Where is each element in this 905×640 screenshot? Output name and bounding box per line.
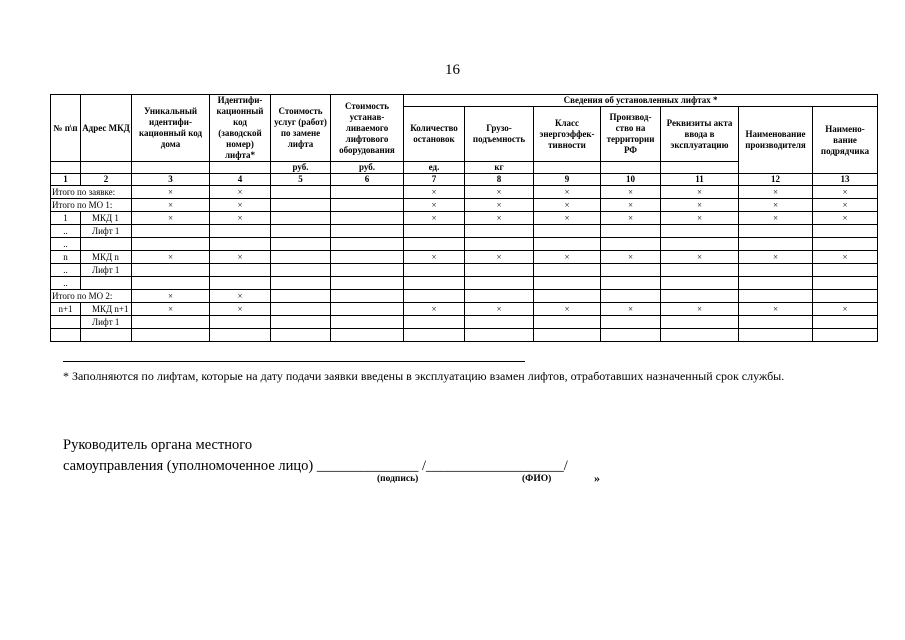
signatory-line: самоуправления (уполномоченное лицо) ______________ /___________________/: [63, 458, 568, 474]
table-cell-span: Итого по заявке:: [51, 186, 132, 199]
table-cell-c9: [534, 225, 601, 238]
table-cell-c9: [534, 329, 601, 342]
table-cell-c1: ..: [51, 264, 81, 277]
table-cell-c7: ×: [404, 186, 465, 199]
table-cell-c4: [210, 264, 271, 277]
table-cell-c2: МКД n+1: [81, 303, 132, 316]
table-cell-c11: [661, 316, 739, 329]
table-cell-c5: [271, 264, 331, 277]
table-cell-c5: [271, 186, 331, 199]
table-cell-c2: МКД n: [81, 251, 132, 264]
table-cell-c8: ×: [465, 251, 534, 264]
table-cell-c4: [210, 277, 271, 290]
table-cell-c10: ×: [601, 303, 661, 316]
table-cell-c10: ×: [601, 186, 661, 199]
table-cell-c4: [210, 225, 271, 238]
table-cell-c1: 1: [51, 212, 81, 225]
column-number: 7: [404, 174, 465, 186]
header-manufacturer: Наименование производителя: [739, 107, 813, 174]
table-cell-c12: ×: [739, 251, 813, 264]
header-production: Производ-ство на территории РФ: [601, 107, 661, 162]
column-number: 2: [81, 174, 132, 186]
table-cell-c5: [271, 225, 331, 238]
header-house-id: Уникальный идентифи-кационный код дома: [132, 95, 210, 162]
table-cell-c2: [81, 277, 132, 290]
header-energy-class: Класс энергоэффек-тивности: [534, 107, 601, 162]
table-cell-c11: ×: [661, 186, 739, 199]
table-cell-c1: n+1: [51, 303, 81, 316]
table-cell-c5: [271, 251, 331, 264]
table-cell-c13: ×: [813, 186, 878, 199]
table-cell-c6: [331, 186, 404, 199]
table-body: [51, 186, 878, 342]
table-cell-c9: [534, 238, 601, 251]
table-cell-c8: [465, 225, 534, 238]
table-cell-c7: [404, 238, 465, 251]
signatory-title: Руководитель органа местного: [63, 437, 253, 453]
table-cell-c3: ×: [132, 212, 210, 225]
column-number: 5: [271, 174, 331, 186]
column-number: 10: [601, 174, 661, 186]
table-cell-c13: ×: [813, 212, 878, 225]
header-installed-lifts-group: Сведения об установленных лифтах *: [404, 95, 878, 107]
table-cell-c8: [465, 316, 534, 329]
table-cell-c4: [210, 316, 271, 329]
table-cell-c13: [813, 316, 878, 329]
table-cell-span: Итого по МО 2:: [51, 290, 132, 303]
header-contractor: Наимено-вание подрядчика: [813, 107, 878, 174]
header-equipment-cost: Стоимость устанав-ливаемого лифтового оборудования: [331, 95, 404, 162]
header-number: № п\п: [51, 95, 81, 162]
table-cell-c12: ×: [739, 186, 813, 199]
table-cell-c12: ×: [739, 212, 813, 225]
unit-rub: руб.: [271, 162, 331, 174]
table-row: [51, 199, 878, 212]
table-cell-c3: [132, 329, 210, 342]
table-cell-c2: [81, 238, 132, 251]
table-cell-c9: ×: [534, 186, 601, 199]
table-cell-c7: ×: [404, 199, 465, 212]
table-cell-c7: [404, 264, 465, 277]
table-cell-c13: [813, 225, 878, 238]
table-cell-c7: [404, 225, 465, 238]
table-row: [51, 290, 878, 303]
signature-caption: (подпись): [377, 474, 419, 484]
table-cell-span: Итого по МО 1:: [51, 199, 132, 212]
lift-info-table: [50, 94, 878, 342]
table-cell-c3: [132, 225, 210, 238]
column-number: 3: [132, 174, 210, 186]
table-cell-c5: [271, 329, 331, 342]
table-cell-c10: [601, 329, 661, 342]
table-cell-c10: [601, 290, 661, 303]
table-cell-c11: [661, 329, 739, 342]
table-cell-c10: [601, 277, 661, 290]
table-cell-c11: [661, 290, 739, 303]
table-cell-c12: [739, 290, 813, 303]
table-cell-c11: [661, 238, 739, 251]
table-row: [51, 303, 878, 316]
table-cell-c3: [132, 316, 210, 329]
table-cell-c1: ..: [51, 277, 81, 290]
table-cell-c13: ×: [813, 199, 878, 212]
table-cell-c4: ×: [210, 212, 271, 225]
table-cell-c12: [739, 316, 813, 329]
table-cell-c6: [331, 251, 404, 264]
table-cell-c3: [132, 238, 210, 251]
header-stops: Количество остановок: [404, 107, 465, 162]
table-cell-c3: ×: [132, 186, 210, 199]
table-cell-c10: ×: [601, 199, 661, 212]
table-cell-c2: Лифт 1: [81, 316, 132, 329]
table-cell-c5: [271, 199, 331, 212]
table-cell-c7: ×: [404, 251, 465, 264]
table-cell-c8: [465, 290, 534, 303]
table-cell-c13: ×: [813, 303, 878, 316]
column-number: 13: [813, 174, 878, 186]
header-commission-act: Реквизиты акта ввода в эксплуатацию: [661, 107, 739, 162]
table-cell-c7: ×: [404, 303, 465, 316]
table-cell-c9: ×: [534, 251, 601, 264]
table-cell-c4: ×: [210, 186, 271, 199]
table-cell-c2: [81, 329, 132, 342]
page-number: 16: [445, 62, 460, 78]
table-cell-c2: Лифт 1: [81, 264, 132, 277]
table-cell-c11: ×: [661, 212, 739, 225]
table-cell-c11: [661, 225, 739, 238]
footnote: * Заполняются по лифтам, которые на дату подачи заявки введены в эксплуатацию взамен лифтов, отработавших назначенный срок службы.: [63, 369, 785, 383]
closing-quote: »: [594, 471, 600, 485]
header-capacity: Грузо-подъемность: [465, 107, 534, 162]
table-cell-c4: [210, 238, 271, 251]
table-cell-c8: ×: [465, 303, 534, 316]
header-lift-id: Идентифи-кационный код (заводской номер) лифта*: [210, 95, 271, 162]
table-cell-c9: ×: [534, 199, 601, 212]
table-cell-c3: ×: [132, 303, 210, 316]
table-cell-c7: [404, 277, 465, 290]
table-cell-c13: [813, 238, 878, 251]
table-cell-c6: [331, 316, 404, 329]
table-cell-c6: [331, 238, 404, 251]
table-cell-c9: [534, 316, 601, 329]
table-cell-c8: [465, 329, 534, 342]
table-cell-c10: ×: [601, 212, 661, 225]
table-cell-c3: [132, 277, 210, 290]
table-cell-c9: [534, 290, 601, 303]
table-row: [51, 212, 878, 225]
column-number: 9: [534, 174, 601, 186]
table-cell-c7: ×: [404, 212, 465, 225]
table-cell-c2: МКД 1: [81, 212, 132, 225]
table-cell-c1: n: [51, 251, 81, 264]
column-number: 12: [739, 174, 813, 186]
table-cell-c1: [51, 316, 81, 329]
table-cell-c8: [465, 277, 534, 290]
table-cell-c12: ×: [739, 199, 813, 212]
unit-ed: ед.: [404, 162, 465, 174]
table-cell-c13: [813, 329, 878, 342]
table-cell-c8: [465, 264, 534, 277]
table-cell-c10: [601, 264, 661, 277]
column-number: 6: [331, 174, 404, 186]
table-cell-c9: [534, 264, 601, 277]
table-cell-c13: [813, 264, 878, 277]
table-row: [51, 316, 878, 329]
table-cell-c11: ×: [661, 303, 739, 316]
table-cell-c10: ×: [601, 251, 661, 264]
column-number: 4: [210, 174, 271, 186]
unit-rub: руб.: [331, 162, 404, 174]
table-cell-c9: ×: [534, 303, 601, 316]
table-row: [51, 186, 878, 199]
table-cell-c12: [739, 238, 813, 251]
table-cell-c4: ×: [210, 199, 271, 212]
table-cell-c6: [331, 225, 404, 238]
table-cell-c9: ×: [534, 212, 601, 225]
table-cell-c8: ×: [465, 199, 534, 212]
table-cell-c7: [404, 290, 465, 303]
table-cell-c12: [739, 329, 813, 342]
fio-caption: (ФИО): [522, 474, 552, 484]
table-cell-c5: [271, 303, 331, 316]
header-address: Адрес МКД: [81, 95, 132, 162]
table-cell-c2: Лифт 1: [81, 225, 132, 238]
footnote-divider: [63, 361, 525, 362]
table-cell-c8: ×: [465, 212, 534, 225]
unit-kg: кг: [465, 162, 534, 174]
table-cell-c1: ..: [51, 225, 81, 238]
column-number: 8: [465, 174, 534, 186]
table-cell-c3: [132, 264, 210, 277]
table-cell-c6: [331, 303, 404, 316]
table-cell-c4: ×: [210, 251, 271, 264]
column-number: 11: [661, 174, 739, 186]
table-cell-c5: [271, 316, 331, 329]
table-cell-c6: [331, 329, 404, 342]
table-row: [51, 329, 878, 342]
table-row: [51, 238, 878, 251]
table-cell-c13: [813, 290, 878, 303]
table-cell-c3: ×: [132, 290, 210, 303]
table-cell-c1: ..: [51, 238, 81, 251]
table-row: [51, 277, 878, 290]
table-cell-c10: [601, 238, 661, 251]
table-cell-c10: [601, 316, 661, 329]
table-cell-c6: [331, 290, 404, 303]
table-cell-c6: [331, 264, 404, 277]
table-cell-c5: [271, 212, 331, 225]
table-cell-c6: [331, 277, 404, 290]
table-cell-c5: [271, 277, 331, 290]
table-cell-c8: ×: [465, 186, 534, 199]
table-cell-c4: [210, 329, 271, 342]
table-cell-c13: ×: [813, 251, 878, 264]
table-cell-c4: ×: [210, 303, 271, 316]
table-cell-c11: [661, 277, 739, 290]
table-cell-c10: [601, 225, 661, 238]
table-cell-c8: [465, 238, 534, 251]
table-cell-c11: ×: [661, 199, 739, 212]
table-cell-c6: [331, 199, 404, 212]
table-cell-c12: ×: [739, 303, 813, 316]
table-row: [51, 264, 878, 277]
table-cell-c11: [661, 264, 739, 277]
table-cell-c7: [404, 316, 465, 329]
table-cell-c12: [739, 264, 813, 277]
table-cell-c12: [739, 277, 813, 290]
table-cell-c12: [739, 225, 813, 238]
table-cell-c1: [51, 329, 81, 342]
table-cell-c6: [331, 212, 404, 225]
table-cell-c13: [813, 277, 878, 290]
table-cell-c3: ×: [132, 199, 210, 212]
table-row: [51, 225, 878, 238]
table-cell-c9: [534, 277, 601, 290]
table-cell-c7: [404, 329, 465, 342]
table-cell-c11: ×: [661, 251, 739, 264]
table-cell-c4: ×: [210, 290, 271, 303]
table-cell-c5: [271, 238, 331, 251]
header-service-cost: Стоимость услуг (работ) по замене лифта: [271, 95, 331, 162]
table-cell-c5: [271, 290, 331, 303]
column-number: 1: [51, 174, 81, 186]
table-row: [51, 251, 878, 264]
table-cell-c3: ×: [132, 251, 210, 264]
